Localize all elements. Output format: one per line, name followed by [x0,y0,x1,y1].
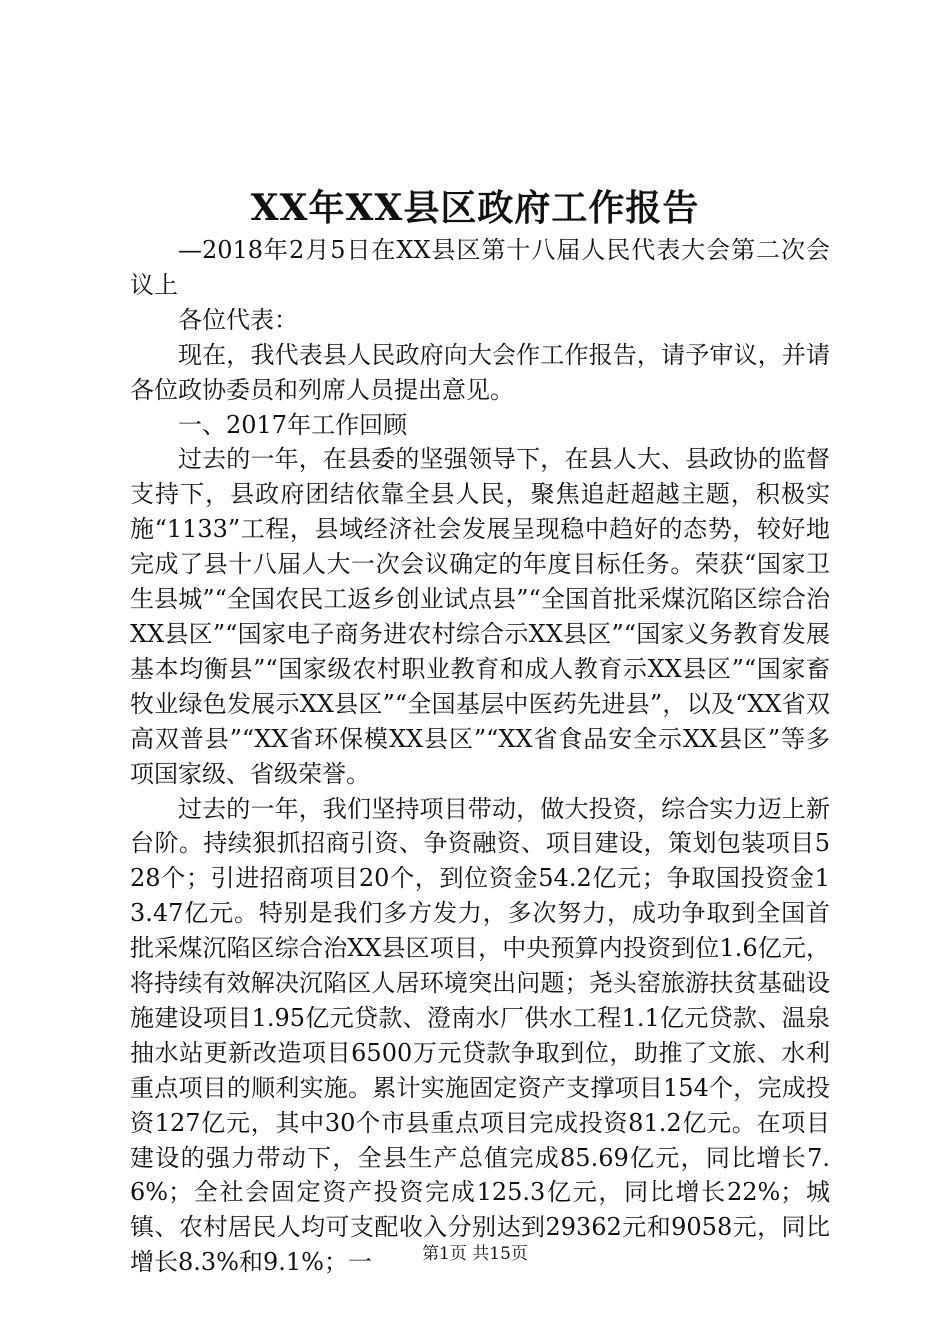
salutation: 各位代表： [178,305,298,334]
paragraph-investment: 过去的一年，我们坚持项目带动，做大投资，综合实力迈上新台阶。持续狠抓招商引资、争资融资、项目建设，策划包装项目528个；引进招商项目20个，到位资金54.2亿元；争取国投资金13.47亿元。特别是我们多方发力，多次努力，成功争取到全国首批采煤沉陷区综合治XX县区项目，中央预算内投资到位1.6亿元，将持续有效解决沉陷区人居环境突出问题；尧头窑旅游扶贫基础设施建设项目1.95亿元贷款、澄南水厂供水工程1.1亿元贷款、温泉抽水站更新改造项目6500万元贷款争取到位，助推了文旅、水利重点项目的顺利实施。累计实施固定资产支撑项目154个，完成投资127亿元，其中30个市县重点项目完成投资81.2亿元。在项目建设的强力带动下，全县生产总值完成85.69亿元，同比增长7.6%；全社会固定资产投资完成125.3亿元，同比增长22%；城镇、农村居民人均可支配收入分别达到29362元和9058元，同比增长8.3%和9.1%；一 [130,794,830,1277]
paragraph-intro: 现在，我代表县人民政府向大会作工作报告，请予审议，并请各位政协委员和列席人员提出意见。 [130,340,830,404]
document-title: XX年XX县区政府工作报告 [250,187,700,229]
document-subtitle: —2018年2月5日在XX县区第十八届人民代表大会第二次会议上 [130,236,830,299]
section-heading: 一、2017年工作回顾 [178,410,408,439]
document-body [130,233,830,1280]
page-number-footer: 第1页 共15页 [422,1244,528,1264]
paragraph-review: 过去的一年，在县委的坚强领导下，在县人大、县政协的监督支持下，县政府团结依靠全县人民，聚焦追赶超越主题，积极实施“1133”工程，县域经济社会发展呈现稳中趋好的态势，较好地完成了县十八届人大一次会议确定的年度目标任务。荣获“国家卫生县城”“全国农民工返乡创业试点县”“全国首批采煤沉陷区综合治XX县区”“国家电子商务进农村综合示XX县区”“国家义务教育发展基本均衡县”“国家级农村职业教育和成人教育示XX县区”“国家畜牧业绿色发展示XX县区”“全国基层中医药先进县”，以及“XX省双高双普县”“XX省环保模XX县区”“XX省食品安全示XX县区”等多项国家级、省级荣誉。 [130,445,830,788]
